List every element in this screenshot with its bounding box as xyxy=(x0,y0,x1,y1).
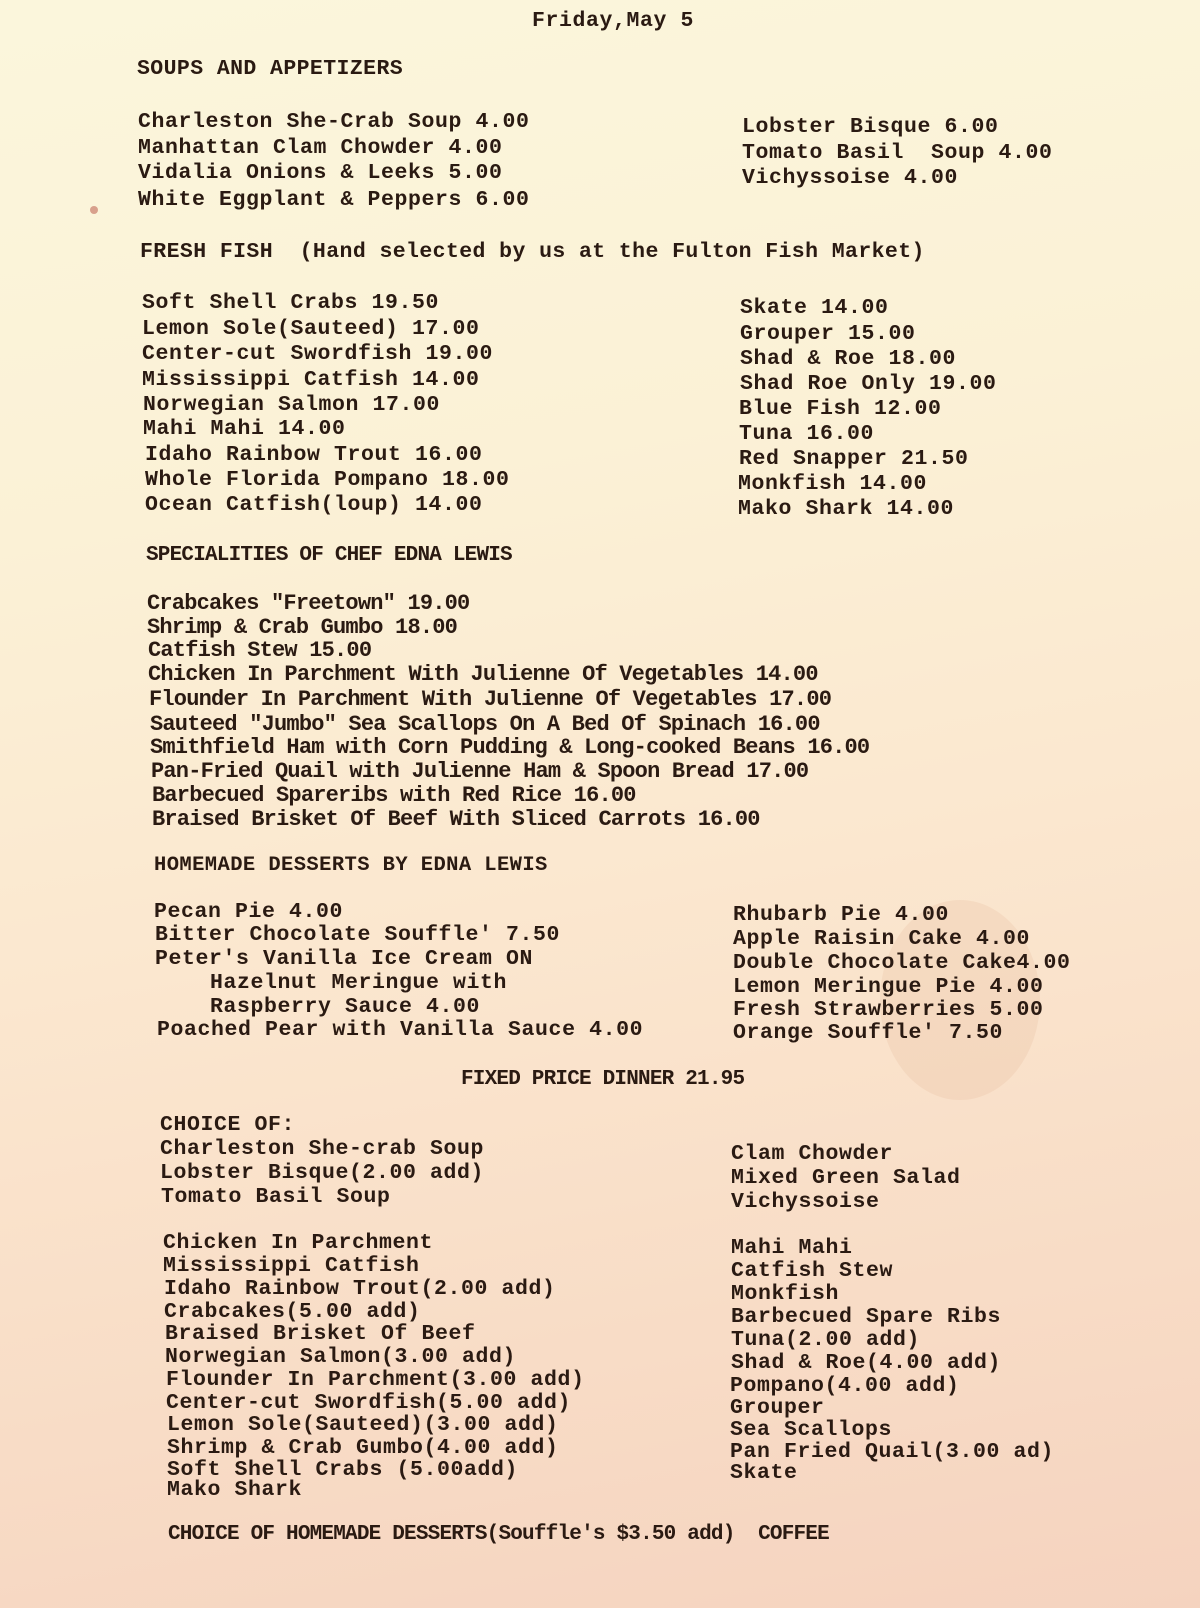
menu-item: Mississippi Catfish xyxy=(163,1254,420,1278)
menu-item: Shad & Roe 18.00 xyxy=(740,347,957,371)
menu-item: Grouper 15.00 xyxy=(740,322,916,346)
menu-item: Shrimp & Crab Gumbo(4.00 add) xyxy=(167,1436,559,1460)
menu-item: Rhubarb Pie 4.00 xyxy=(733,903,950,927)
menu-item: Mixed Green Salad xyxy=(731,1166,961,1190)
section-heading-soups: SOUPS AND APPETIZERS xyxy=(137,57,404,81)
menu-item: Charleston She-crab Soup xyxy=(160,1137,485,1161)
section-heading-desserts: HOMEMADE DESSERTS BY EDNA LEWIS xyxy=(154,854,548,877)
menu-item: Mako Shark 14.00 xyxy=(738,497,955,521)
menu-item: Shad & Roe(4.00 add) xyxy=(731,1351,1002,1375)
menu-item: Lemon Sole(Sauteed)(3.00 add) xyxy=(167,1413,559,1437)
menu-item: Chicken In Parchment With Julienne Of Vegetables 14.00 xyxy=(148,662,818,687)
menu-item: Double Chocolate Cake4.00 xyxy=(733,951,1071,975)
menu-item: Sauteed "Jumbo" Sea Scallops On A Bed Of Spinach 16.00 xyxy=(150,712,820,737)
menu-item: Red Snapper 21.50 xyxy=(739,447,969,471)
menu-item: Monkfish 14.00 xyxy=(738,472,928,496)
menu-item: Bitter Chocolate Souffle' 7.50 xyxy=(155,923,561,947)
menu-item: Norwegian Salmon(3.00 add) xyxy=(165,1345,517,1369)
menu-item: Apple Raisin Cake 4.00 xyxy=(733,927,1031,951)
menu-item: Norwegian Salmon 17.00 xyxy=(143,393,441,417)
menu-item: Barbecued Spareribs with Red Rice 16.00 xyxy=(152,783,636,808)
menu-item: Vidalia Onions & Leeks 5.00 xyxy=(138,161,503,185)
menu-item: Vichyssoise xyxy=(731,1190,880,1214)
menu-item: Lobster Bisque(2.00 add) xyxy=(160,1161,485,1185)
menu-item: Barbecued Spare Ribs xyxy=(731,1305,1002,1329)
menu-item: Lemon Sole(Sauteed) 17.00 xyxy=(142,317,480,341)
menu-item: Shrimp & Crab Gumbo 18.00 xyxy=(147,615,458,640)
menu-item: Fresh Strawberries 5.00 xyxy=(733,998,1044,1022)
menu-item: Lemon Meringue Pie 4.00 xyxy=(733,975,1044,999)
menu-item: Tuna 16.00 xyxy=(739,422,875,446)
menu-item: Crabcakes "Freetown" 19.00 xyxy=(147,591,470,616)
menu-item: Catfish Stew xyxy=(731,1259,894,1283)
menu-item: Soft Shell Crabs 19.50 xyxy=(142,291,440,315)
menu-item: Peter's Vanilla Ice Cream ON xyxy=(155,947,534,971)
menu-item: Mahi Mahi 14.00 xyxy=(143,417,346,441)
menu-item: Chicken In Parchment xyxy=(163,1231,434,1255)
menu-item: Monkfish xyxy=(731,1282,840,1306)
menu-item: Grouper xyxy=(730,1396,825,1420)
menu-item: Tuna(2.00 add) xyxy=(731,1328,921,1352)
menu-item: Hazelnut Meringue with xyxy=(156,971,508,995)
menu-item: Clam Chowder xyxy=(731,1142,894,1166)
menu-item: Mahi Mahi xyxy=(731,1236,853,1260)
section-heading-fixed-price: FIXED PRICE DINNER 21.95 xyxy=(461,1068,745,1091)
choice-label: CHOICE OF: xyxy=(160,1113,296,1137)
menu-item: Pompano(4.00 add) xyxy=(730,1374,960,1398)
menu-date: Friday,May 5 xyxy=(532,9,695,33)
menu-item: Pan-Fried Quail with Julienne Ham & Spoon Bread 17.00 xyxy=(151,759,809,784)
menu-item: Orange Souffle' 7.50 xyxy=(733,1021,1004,1045)
menu-item: Tomato Basil Soup 4.00 xyxy=(742,141,1053,165)
menu-item: Skate xyxy=(730,1461,798,1485)
menu-item: Vichyssoise 4.00 xyxy=(742,166,959,190)
menu-item: Tomato Basil Soup xyxy=(161,1185,391,1209)
menu-item: Center-cut Swordfish 19.00 xyxy=(142,342,494,366)
menu-item: Braised Brisket Of Beef With Sliced Carrots 16.00 xyxy=(152,807,760,832)
menu-item: Skate 14.00 xyxy=(740,296,889,320)
menu-item: Mississippi Catfish 14.00 xyxy=(142,368,480,392)
section-heading-fresh-fish: FRESH FISH (Hand selected by us at the Fulton Fish Market) xyxy=(140,240,925,264)
menu-item: Ocean Catfish(loup) 14.00 xyxy=(145,493,483,517)
menu-item: White Eggplant & Peppers 6.00 xyxy=(138,188,530,212)
menu-item: Manhattan Clam Chowder 4.00 xyxy=(138,136,503,160)
menu-item: Charleston She-Crab Soup 4.00 xyxy=(138,110,530,134)
menu-item: Poached Pear with Vanilla Sauce 4.00 xyxy=(157,1018,644,1042)
menu-item: Soft Shell Crabs (5.00add) xyxy=(167,1458,519,1482)
menu-item: Idaho Rainbow Trout 16.00 xyxy=(145,443,483,467)
menu-item: Crabcakes(5.00 add) xyxy=(164,1300,421,1324)
section-heading-specialities: SPECIALITIES OF CHEF EDNA LEWIS xyxy=(146,544,512,567)
menu-item: Raspberry Sauce 4.00 xyxy=(156,995,481,1019)
menu-item: Center-cut Swordfish(5.00 add) xyxy=(166,1391,572,1415)
paper-speck xyxy=(90,206,98,214)
menu-item: Pan Fried Quail(3.00 ad) xyxy=(730,1440,1055,1464)
menu-item: Pecan Pie 4.00 xyxy=(154,900,344,924)
menu-item: Shad Roe Only 19.00 xyxy=(740,372,997,396)
menu-item: Lobster Bisque 6.00 xyxy=(742,115,999,139)
menu-item: Blue Fish 12.00 xyxy=(739,397,942,421)
menu-item: Catfish Stew 15.00 xyxy=(148,638,372,663)
menu-item: Mako Shark xyxy=(167,1478,303,1502)
menu-item: Whole Florida Pompano 18.00 xyxy=(145,468,510,492)
menu-item: Flounder In Parchment With Julienne Of Vegetables 17.00 xyxy=(149,687,832,712)
fixed-price-footer: CHOICE OF HOMEMADE DESSERTS(Souffle's $3.50 add) COFFEE xyxy=(168,1523,829,1546)
menu-item: Braised Brisket Of Beef xyxy=(165,1322,476,1346)
menu-item: Idaho Rainbow Trout(2.00 add) xyxy=(164,1277,556,1301)
menu-item: Smithfield Ham with Corn Pudding & Long-cooked Beans 16.00 xyxy=(150,735,870,760)
menu-item: Sea Scallops xyxy=(730,1418,893,1442)
menu-item: Flounder In Parchment(3.00 add) xyxy=(166,1368,585,1392)
